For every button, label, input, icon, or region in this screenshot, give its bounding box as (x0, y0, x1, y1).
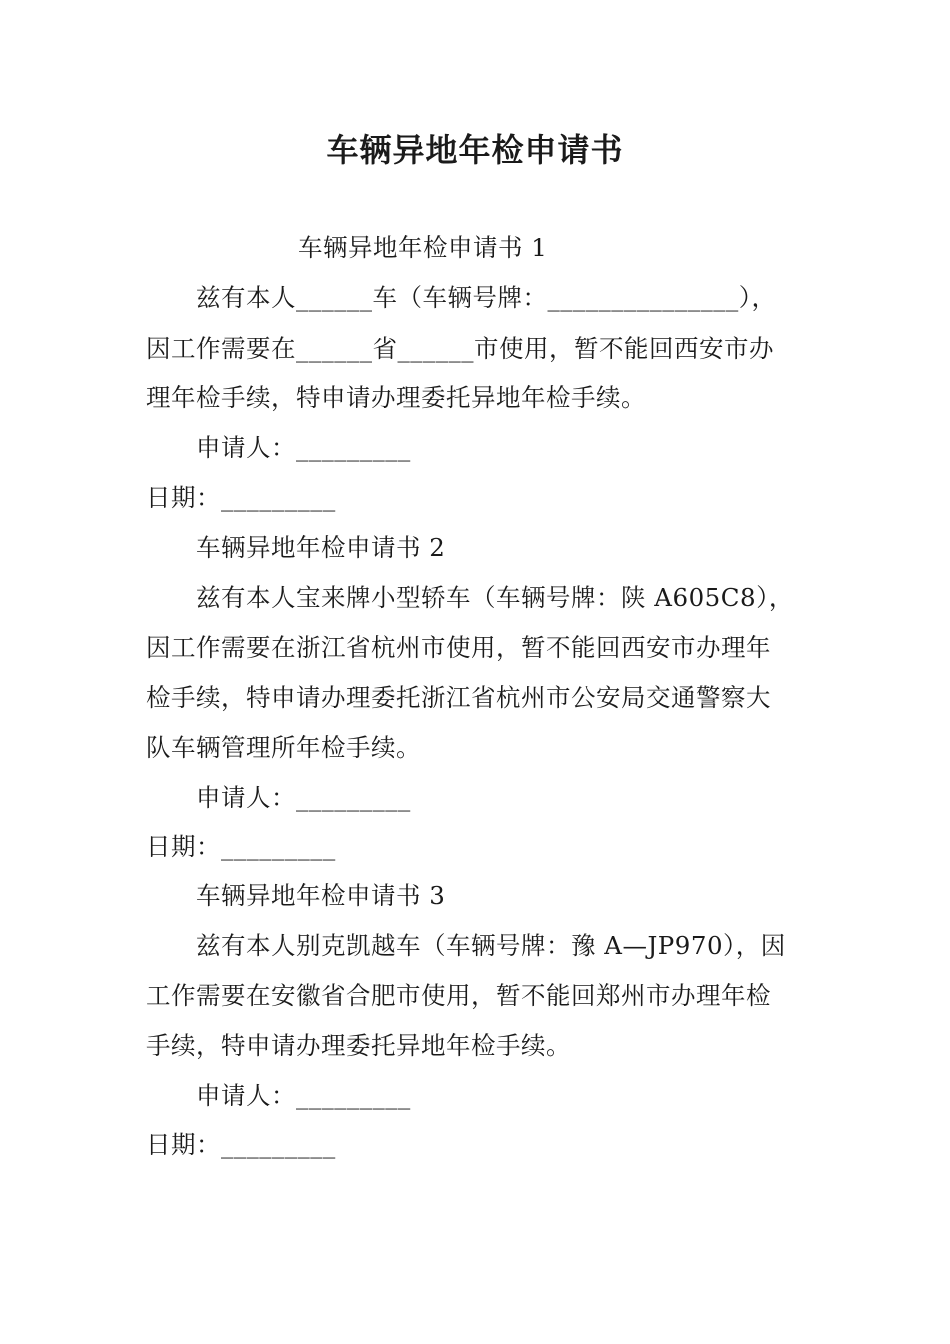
section-3-heading: 车辆异地年检申请书 3 (196, 881, 446, 910)
section-2-line-2: 因工作需要在浙江省杭州市使用，暂不能回西安市办理年 (146, 633, 771, 662)
section-2-line-1: 兹有本人宝来牌小型轿车（车辆号牌：陕 A605C8）， (196, 583, 794, 612)
section-2-date: 日期：_________ (146, 832, 336, 861)
section-1-heading: 车辆异地年检申请书 1 (298, 233, 548, 262)
section-3-line-1: 兹有本人别克凯越车（车辆号牌：豫 A—JP970），因 (196, 931, 786, 960)
section-3-line-2: 工作需要在安徽省合肥市使用，暂不能回郑州市办理年检 (146, 981, 771, 1010)
section-2-line-3: 检手续，特申请办理委托浙江省杭州市公安局交通警察大 (146, 683, 771, 712)
section-1-line-2: 因工作需要在______省______市使用，暂不能回西安市办 (146, 334, 774, 363)
section-3-date: 日期：_________ (146, 1130, 336, 1159)
section-1-date: 日期：_________ (146, 483, 336, 512)
section-1-line-3: 理年检手续，特申请办理委托异地年检手续。 (146, 383, 646, 412)
section-2-heading: 车辆异地年检申请书 2 (196, 533, 446, 562)
section-3-applicant: 申请人：_________ (196, 1081, 411, 1110)
section-2-applicant: 申请人：_________ (196, 783, 411, 812)
document-title: 车辆异地年检申请书 (326, 131, 624, 169)
section-1-applicant: 申请人：_________ (196, 433, 411, 462)
section-3-line-3: 手续，特申请办理委托异地年检手续。 (146, 1031, 571, 1060)
section-1-line-1: 兹有本人______车（车辆号牌：_______________）， (196, 283, 777, 312)
section-2-line-4: 队车辆管理所年检手续。 (146, 733, 421, 762)
